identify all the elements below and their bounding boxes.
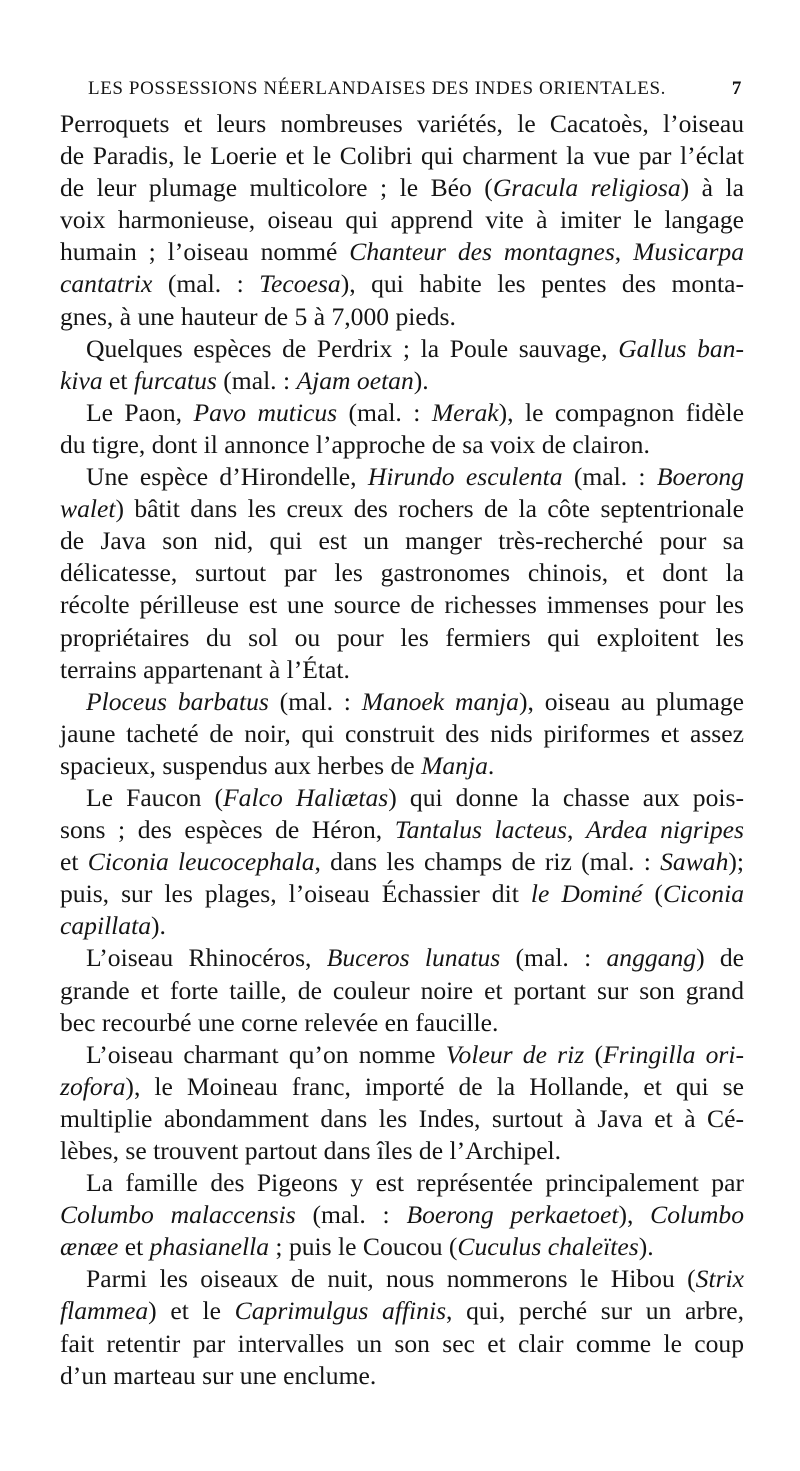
text-line: lèbes, se trouvent partout dans îles de l’Archipel. xyxy=(60,1136,562,1165)
text-line: de Java son nid, qui est un manger très-recherché pour sa xyxy=(60,526,744,556)
text-line: zofora), le Moineau franc, importé de la Hollande, et qui se xyxy=(60,1071,744,1101)
text-line: humain ; l’oiseau nommé Chanteur des montagnes, Musicarpa xyxy=(60,237,745,267)
text-line: récolte périlleuse est une source de richesses immenses pour les xyxy=(60,590,744,620)
text-line: fait retentir par intervalles un son sec et clair comme le coup xyxy=(60,1328,744,1358)
text-line: du tigre, dont il annonce l’approche de sa voix de clairon. xyxy=(60,429,650,459)
text-line: Perroquets et leurs nombreuses variétés, le Cacatoès, l’oiseau xyxy=(60,109,744,138)
text-line: bec recourbé une corne relevée en faucille. xyxy=(60,1007,499,1037)
text-line: sons ; des espèces de Héron, Tantalus lacteus, Ardea nigripes xyxy=(60,815,744,845)
text-line: ænæe et phasianella ; puis le Coucou (Cuculus chaleïtes). xyxy=(60,1232,654,1262)
text-line: terrains appartenant à l’État. xyxy=(60,654,350,684)
body-text xyxy=(60,108,744,1392)
text-line: Parmi les oiseaux de nuit, nous nommerons le Hibou (Strix xyxy=(86,1264,744,1294)
text-line: Le Paon, Pavo muticus (mal. : Merak), le compagnon fidèle xyxy=(86,397,744,427)
text-line: délicatesse, surtout par les gastronomes chinois, et dont la xyxy=(60,558,744,588)
text-line: gnes, à une hauteur de 5 à 7,000 pieds. xyxy=(60,301,456,331)
text-line: de leur plumage multicolore ; le Béo (Gracula religiosa) à la xyxy=(60,173,745,203)
text-line: flammea) et le Caprimulgus affinis, qui, perché sur un arbre, xyxy=(60,1296,744,1326)
text-line: Une espèce d’Hirondelle, Hirundo esculenta (mal. : Boerong xyxy=(86,462,745,492)
text-line: Columbo malaccensis (mal. : Boerong perkaetoet), Columbo xyxy=(60,1200,744,1230)
text-line: et Ciconia leucocephala, dans les champs de riz (mal. : Sawah); xyxy=(60,847,745,877)
text-line: kiva et furcatus (mal. : Ajam oetan). xyxy=(60,365,429,395)
running-title: LES POSSESSIONS NÉERLANDAISES DES INDES ORIENTALES. xyxy=(88,78,667,99)
text-line: grande et forte taille, de couleur noire et portant sur son grand xyxy=(60,975,744,1005)
text-line: walet) bâtit dans les creux des rochers de la côte septentrionale xyxy=(60,494,744,524)
text-line: Ploceus barbatus (mal. : Manoek manja), oiseau au plumage xyxy=(86,686,744,716)
text-line: La famille des Pigeons y est représentée principalement par xyxy=(86,1168,744,1198)
text-line: cantatrix (mal. : Tecoesa), qui habite les pentes des monta- xyxy=(60,269,744,299)
page-number: 7 xyxy=(731,78,742,99)
text-line: d’un marteau sur une enclume. xyxy=(60,1360,377,1390)
text-line: Quelques espèces de Perdrix ; la Poule sauvage, Gallus ban- xyxy=(86,333,745,363)
text-line: L’oiseau Rhinocéros, Buceros lunatus (mal. : anggang) de xyxy=(86,943,745,973)
text-line: de Paradis, le Loerie et le Colibri qui charment la vue par l’éclat xyxy=(60,141,744,171)
text-line: spacieux, suspendus aux herbes de Manja. xyxy=(60,750,495,780)
text-line: jaune tacheté de noir, qui construit des nids piriformes et assez xyxy=(60,718,744,748)
text-line: Le Faucon (Falco Haliætas) qui donne la chasse aux pois- xyxy=(86,782,744,812)
text-line: capillata). xyxy=(60,911,166,941)
text-line: puis, sur les plages, l’oiseau Échassier dit le Dominé (Ciconia xyxy=(60,879,744,909)
text-line: multiplie abondamment dans les Indes, surtout à Java et à Cé- xyxy=(60,1103,744,1133)
running-header xyxy=(88,78,742,108)
text-line: voix harmonieuse, oiseau qui apprend vite à imiter le langage xyxy=(60,205,744,235)
text-line: propriétaires du sol ou pour les fermiers qui exploitent les xyxy=(60,622,744,652)
text-line: L’oiseau charmant qu’on nomme Voleur de riz (Fringilla ori- xyxy=(86,1039,745,1069)
